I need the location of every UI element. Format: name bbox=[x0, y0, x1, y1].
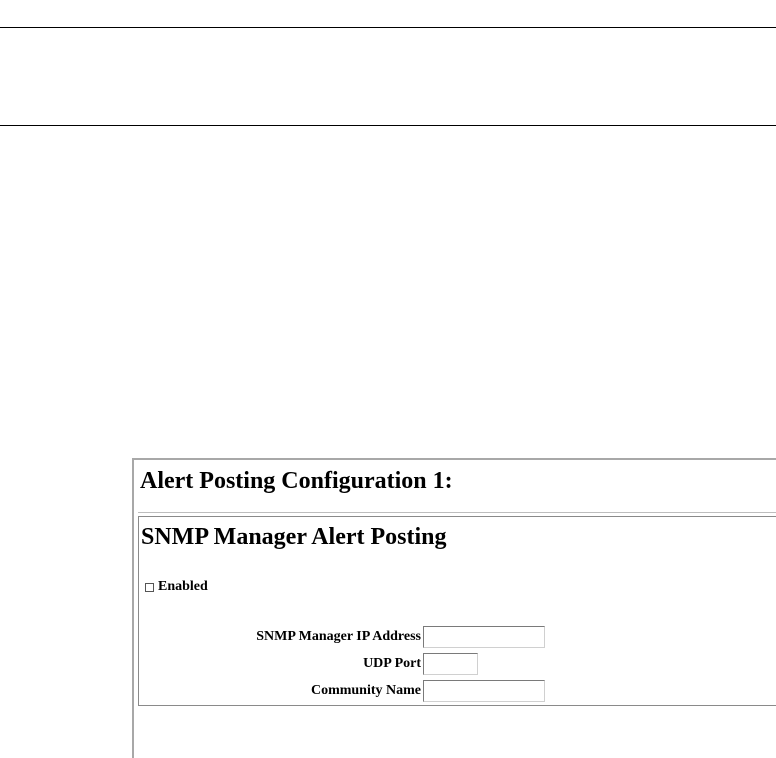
community-name-label: Community Name bbox=[310, 683, 421, 698]
udp-port-input[interactable] bbox=[423, 653, 478, 675]
panel-divider bbox=[138, 512, 776, 513]
community-name-input[interactable] bbox=[423, 680, 545, 702]
alert-config-panel bbox=[132, 458, 776, 758]
top-divider bbox=[0, 27, 776, 28]
ip-address-row bbox=[145, 626, 545, 648]
snmp-section bbox=[138, 516, 776, 706]
enabled-label: Enabled bbox=[158, 579, 208, 594]
section-title: SNMP Manager Alert Posting bbox=[141, 524, 447, 550]
ip-address-input[interactable] bbox=[423, 626, 545, 648]
enabled-checkbox[interactable] bbox=[145, 583, 154, 592]
ip-address-label: SNMP Manager IP Address bbox=[256, 629, 421, 644]
community-name-row bbox=[145, 680, 545, 702]
enabled-option[interactable] bbox=[145, 579, 208, 595]
header-divider bbox=[0, 125, 776, 126]
udp-port-row bbox=[145, 653, 478, 675]
panel-title: Alert Posting Configuration 1: bbox=[140, 468, 453, 494]
udp-port-label: UDP Port bbox=[363, 656, 421, 671]
